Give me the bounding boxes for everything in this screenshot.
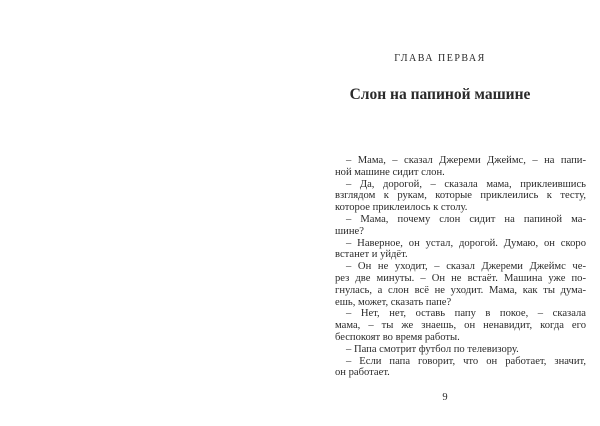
text-line: – Наверное, он устал, дорогой. Думаю, он скоро: [346, 237, 586, 249]
text-line: – Мама, – сказал Джереми Джеймс, – на папи-: [346, 155, 586, 166]
chapter-title: Слон на папиной машине: [349, 86, 531, 103]
text-line: ешь, может, сказать папе?: [335, 296, 452, 308]
text-line: гнулась, а слон всё не уходит. Мама, как ты дума-: [335, 284, 586, 296]
text-line: взглядом к рукам, которые приклеились к тесту,: [335, 190, 586, 202]
body-text: [335, 155, 586, 379]
text-line: ной машине сидит слон.: [335, 166, 445, 178]
text-line: беспокоят во время работы.: [335, 331, 460, 343]
text-line: – Он не уходит, – сказал Джереми Джеймс че-: [346, 261, 586, 273]
text-line: – Мама, почему слон сидит на папиной ма-: [346, 213, 586, 225]
text-line: – Папа смотрит футбол по телевизору.: [346, 343, 519, 355]
text-line: он работает.: [335, 367, 390, 379]
page-number: 9: [442, 392, 448, 403]
text-line: рез две минуты. – Он не встаёт. Машина уже по-: [335, 272, 586, 284]
text-line: – Да, дорогой, – сказала мама, приклеившись: [346, 178, 586, 190]
text-line: – Нет, нет, оставь папу в покое, – сказала: [346, 308, 586, 320]
text-line: мама, – ты же знаешь, он ненавидит, когда его: [335, 320, 586, 332]
text-line: которое приклеилось к столу.: [335, 202, 468, 214]
text-line: шине?: [335, 225, 364, 237]
text-line: встанет и уйдёт.: [335, 249, 408, 261]
chapter-heading: ГЛАВА ПЕРВАЯ: [394, 53, 486, 64]
text-line: – Если папа говорит, что он работает, значит,: [346, 355, 586, 367]
